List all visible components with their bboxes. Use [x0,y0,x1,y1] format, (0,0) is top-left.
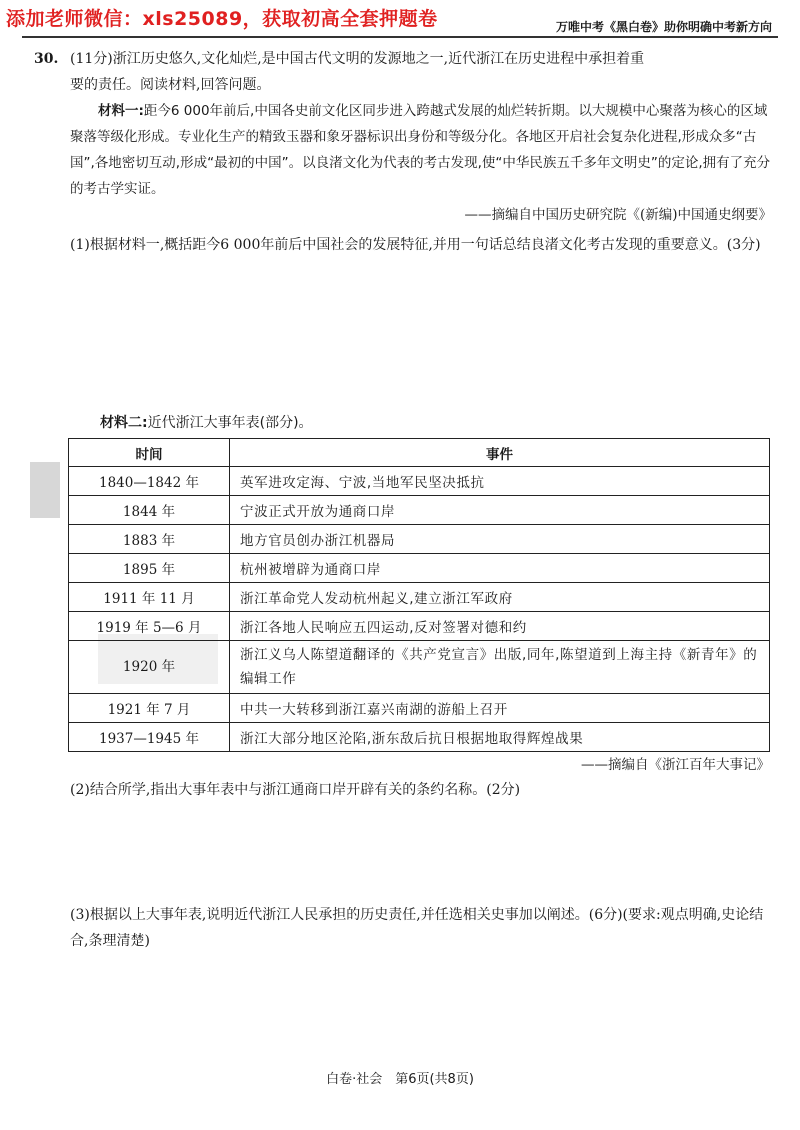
header-event: 事件 [230,439,770,467]
material-1-label: 材料一: [98,103,144,119]
table-header-row [69,439,770,467]
header-divider [22,36,778,38]
sub-question-2: (2)结合所学,指出大事年表中与浙江通商口岸开辟有关的条约名称。(2分) [70,782,521,798]
table-row [69,496,770,525]
material-1-text: 距今6 000年前后,中国各史前文化区同步进入跨越式发展的灿烂转折期。以大规模中心聚落为核心的区域聚落等级化形成。专业化生产的精致玉器和象牙器标识出身份和等级分化。各地区开启社会复杂化进程,形成众多“古国”,各地密切互动,形成“最初的中国”。以良渚文化为代表的考古发现,使“中华民族五千多年文明史”的定论,拥有了充分的考古学实证。 [70,103,771,197]
material-2-heading [100,412,313,432]
page-footer: 白卷·社会 第6页(共8页) [326,1072,474,1087]
material-1 [42,98,772,202]
header-time: 时间 [69,439,230,467]
table-row [69,525,770,554]
events-table [68,438,770,752]
row-event: 浙江大部分地区沦陷,浙东敌后抗日根据地取得辉煌战果 [230,723,770,752]
material-2-source: ——摘编自《浙江百年大事记》 [581,757,770,773]
row-time: 1911 年 11 月 [69,583,230,612]
question-number: 30. [34,51,59,67]
row-event: 宁波正式开放为通商口岸 [230,496,770,525]
row-event: 中共一大转移到浙江嘉兴南湖的游船上召开 [230,694,770,723]
material-1-source: ——摘编自中国历史研究院《(新编)中国通史纲要》 [464,207,772,223]
row-time: 1921 年 7 月 [69,694,230,723]
row-event: 浙江各地人民响应五四运动,反对签署对德和约 [230,612,770,641]
row-event: 地方官员创办浙江机器局 [230,525,770,554]
row-time: 1919 年 5—6 月 [69,612,230,641]
row-event: 杭州被增辟为通商口岸 [230,554,770,583]
row-event: 浙江义乌人陈望道翻译的《共产党宣言》出版,同年,陈望道到上海主持《新青年》的编辑工作 [230,641,770,694]
sub-question-1: (1)根据材料一,概括距今6 000年前后中国社会的发展特征,并用一句话总结良渚文化考古发现的重要意义。(3分) [70,237,761,253]
row-time: 1895 年 [69,554,230,583]
question-block [34,46,772,258]
header-slogan: 万唯中考《黑白卷》助你明确中考新方向 [555,20,772,34]
row-time: 1844 年 [69,496,230,525]
table-row [69,694,770,723]
material-2-title: 近代浙江大事年表(部分)。 [147,415,313,431]
row-time: 1937—1945 年 [69,723,230,752]
table-row [69,554,770,583]
table-row [69,612,770,641]
contact-watermark: 添加老师微信：xls25089，获取初高全套押题卷 [6,8,438,30]
question-intro [34,46,772,98]
intro-line-2: 要的责任。阅读材料,回答问题。 [70,77,271,93]
row-time: 1883 年 [69,525,230,554]
material-2-label: 材料二: [100,415,148,431]
row-event: 浙江革命党人发动杭州起义,建立浙江军政府 [230,583,770,612]
sub-question-3: (3)根据以上大事年表,说明近代浙江人民承担的历史责任,并任选相关史事加以阐述。(6分)(要求:观点明确,史论结合,条理清楚) [70,907,764,949]
scan-artifact [30,462,60,518]
row-event: 英军进攻定海、宁波,当地军民坚决抵抗 [230,467,770,496]
row-time: 1920 年 [69,641,230,694]
table-row [69,641,770,694]
table-row [69,467,770,496]
table-row [69,723,770,752]
intro-line-1: (11分)浙江历史悠久,文化灿烂,是中国古代文明的发源地之一,近代浙江在历史进程中承担着重 [70,51,645,67]
row-time: 1840—1842 年 [69,467,230,496]
table-row [69,583,770,612]
